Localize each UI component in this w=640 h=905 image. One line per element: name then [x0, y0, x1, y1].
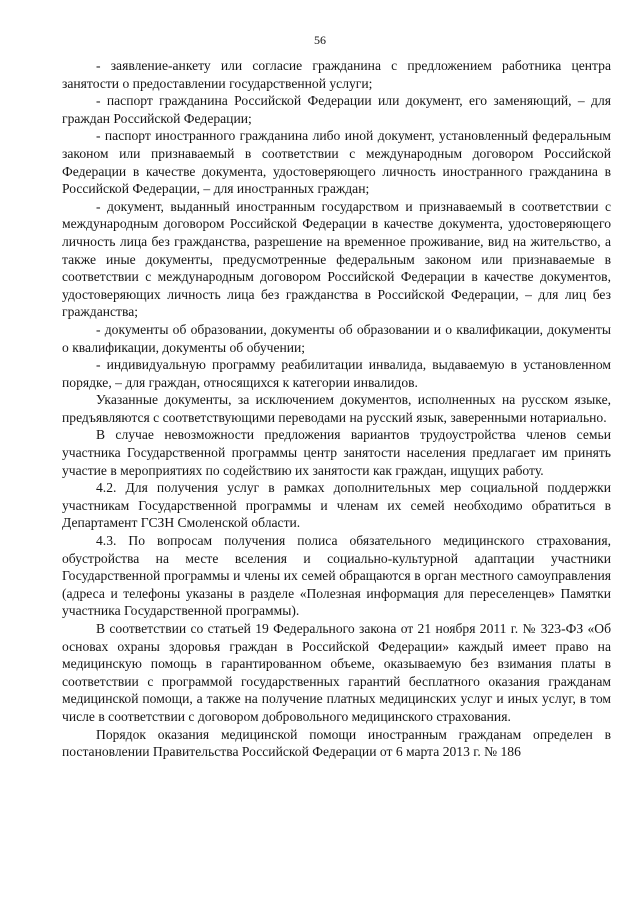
- paragraph-employment-alternatives: В случае невозможности предложения вариантов трудоустройства членов семьи участника Государственной программы центр занятости населения предлагает им принять участие в мероприятиях по содействию их занятости как граждан, ищущих работу.: [62, 427, 611, 478]
- list-item-stateless-document: - документ, выданный иностранным государством и признаваемый в соответствии с международным договором Российской Федерации в качестве документа, удостоверяющего личность лица без гражданства, разрешение на временное проживание, вид на жительство, а также иные документы, предусмотренные федеральным законом или признаваемые в соответствии с международным договором Российской Федерации в качестве документов, удостоверяющих личность лица без гражданства в Российской Федерации, – для лиц без гражданства;: [62, 198, 611, 320]
- list-item-rehabilitation-program: - индивидуальную программу реабилитации инвалида, выдаваемую в установленном порядке, – для граждан, относящихся к категории инвалидов.: [62, 357, 611, 390]
- paragraph-translation-note: Указанные документы, за исключением документов, исполненных на русском языке, предъявляются с соответствующими переводами на русский язык, заверенными нотариально.: [62, 392, 611, 425]
- list-item-russian-passport: - паспорт гражданина Российской Федерации или документ, его заменяющий, – для граждан Российской Федерации;: [62, 93, 611, 126]
- list-item-application-form: - заявление-анкету или согласие гражданина с предложением работника центра занятости о предоставлении государственной услуги;: [62, 58, 611, 91]
- page-number: 56: [314, 33, 326, 47]
- paragraph-section-4-2: 4.2. Для получения услуг в рамках дополнительных мер социальной поддержки участникам Государственной программы и членам их семей необходимо обратиться в Департамент ГСЗН Смоленской области.: [62, 480, 611, 531]
- paragraph-medical-procedure: Порядок оказания медицинской помощи иностранным гражданам определен в постановлении Правительства Российской Федерации от 6 марта 2013 г. № 186: [62, 726, 611, 760]
- paragraph-health-law: В соответствии со статьей 19 Федерального закона от 21 ноября 2011 г. № 323-ФЗ «Об основах охраны здоровья граждан в Российской Федерации» каждый имеет право на медицинскую помощь в гарантированном объеме, оказываемую без взимания платы в соответствии с программой государственных гарантий бесплатного оказания гражданам медицинской помощи, а также на получение платных медицинских услуг и иных услуг, в том числе в соответствии с договором добровольного медицинского страхования.: [62, 621, 611, 724]
- list-item-foreign-passport: - паспорт иностранного гражданина либо иной документ, установленный федеральным законом или признаваемый в соответствии с международным договором Российской Федерации в качестве документа, удостоверяющего личность иностранного гражданина в Российской Федерации, – для иностранных граждан;: [62, 128, 611, 197]
- list-item-education-documents: - документы об образовании, документы об образовании и о квалификации, документы о квалификации, документы об обучении;: [62, 321, 611, 355]
- document-body: [62, 0, 611, 761]
- paragraph-section-4-3: 4.3. По вопросам получения полиса обязательного медицинского страхования, обустройства на месте вселения и социально-культурной адаптации участники Государственной программы и члены их семей обращаются в орган местного самоуправления (адреса и телефоны указаны в разделе «Полезная информация для переселенцев» Памятки участника Государственной программы).: [62, 533, 611, 619]
